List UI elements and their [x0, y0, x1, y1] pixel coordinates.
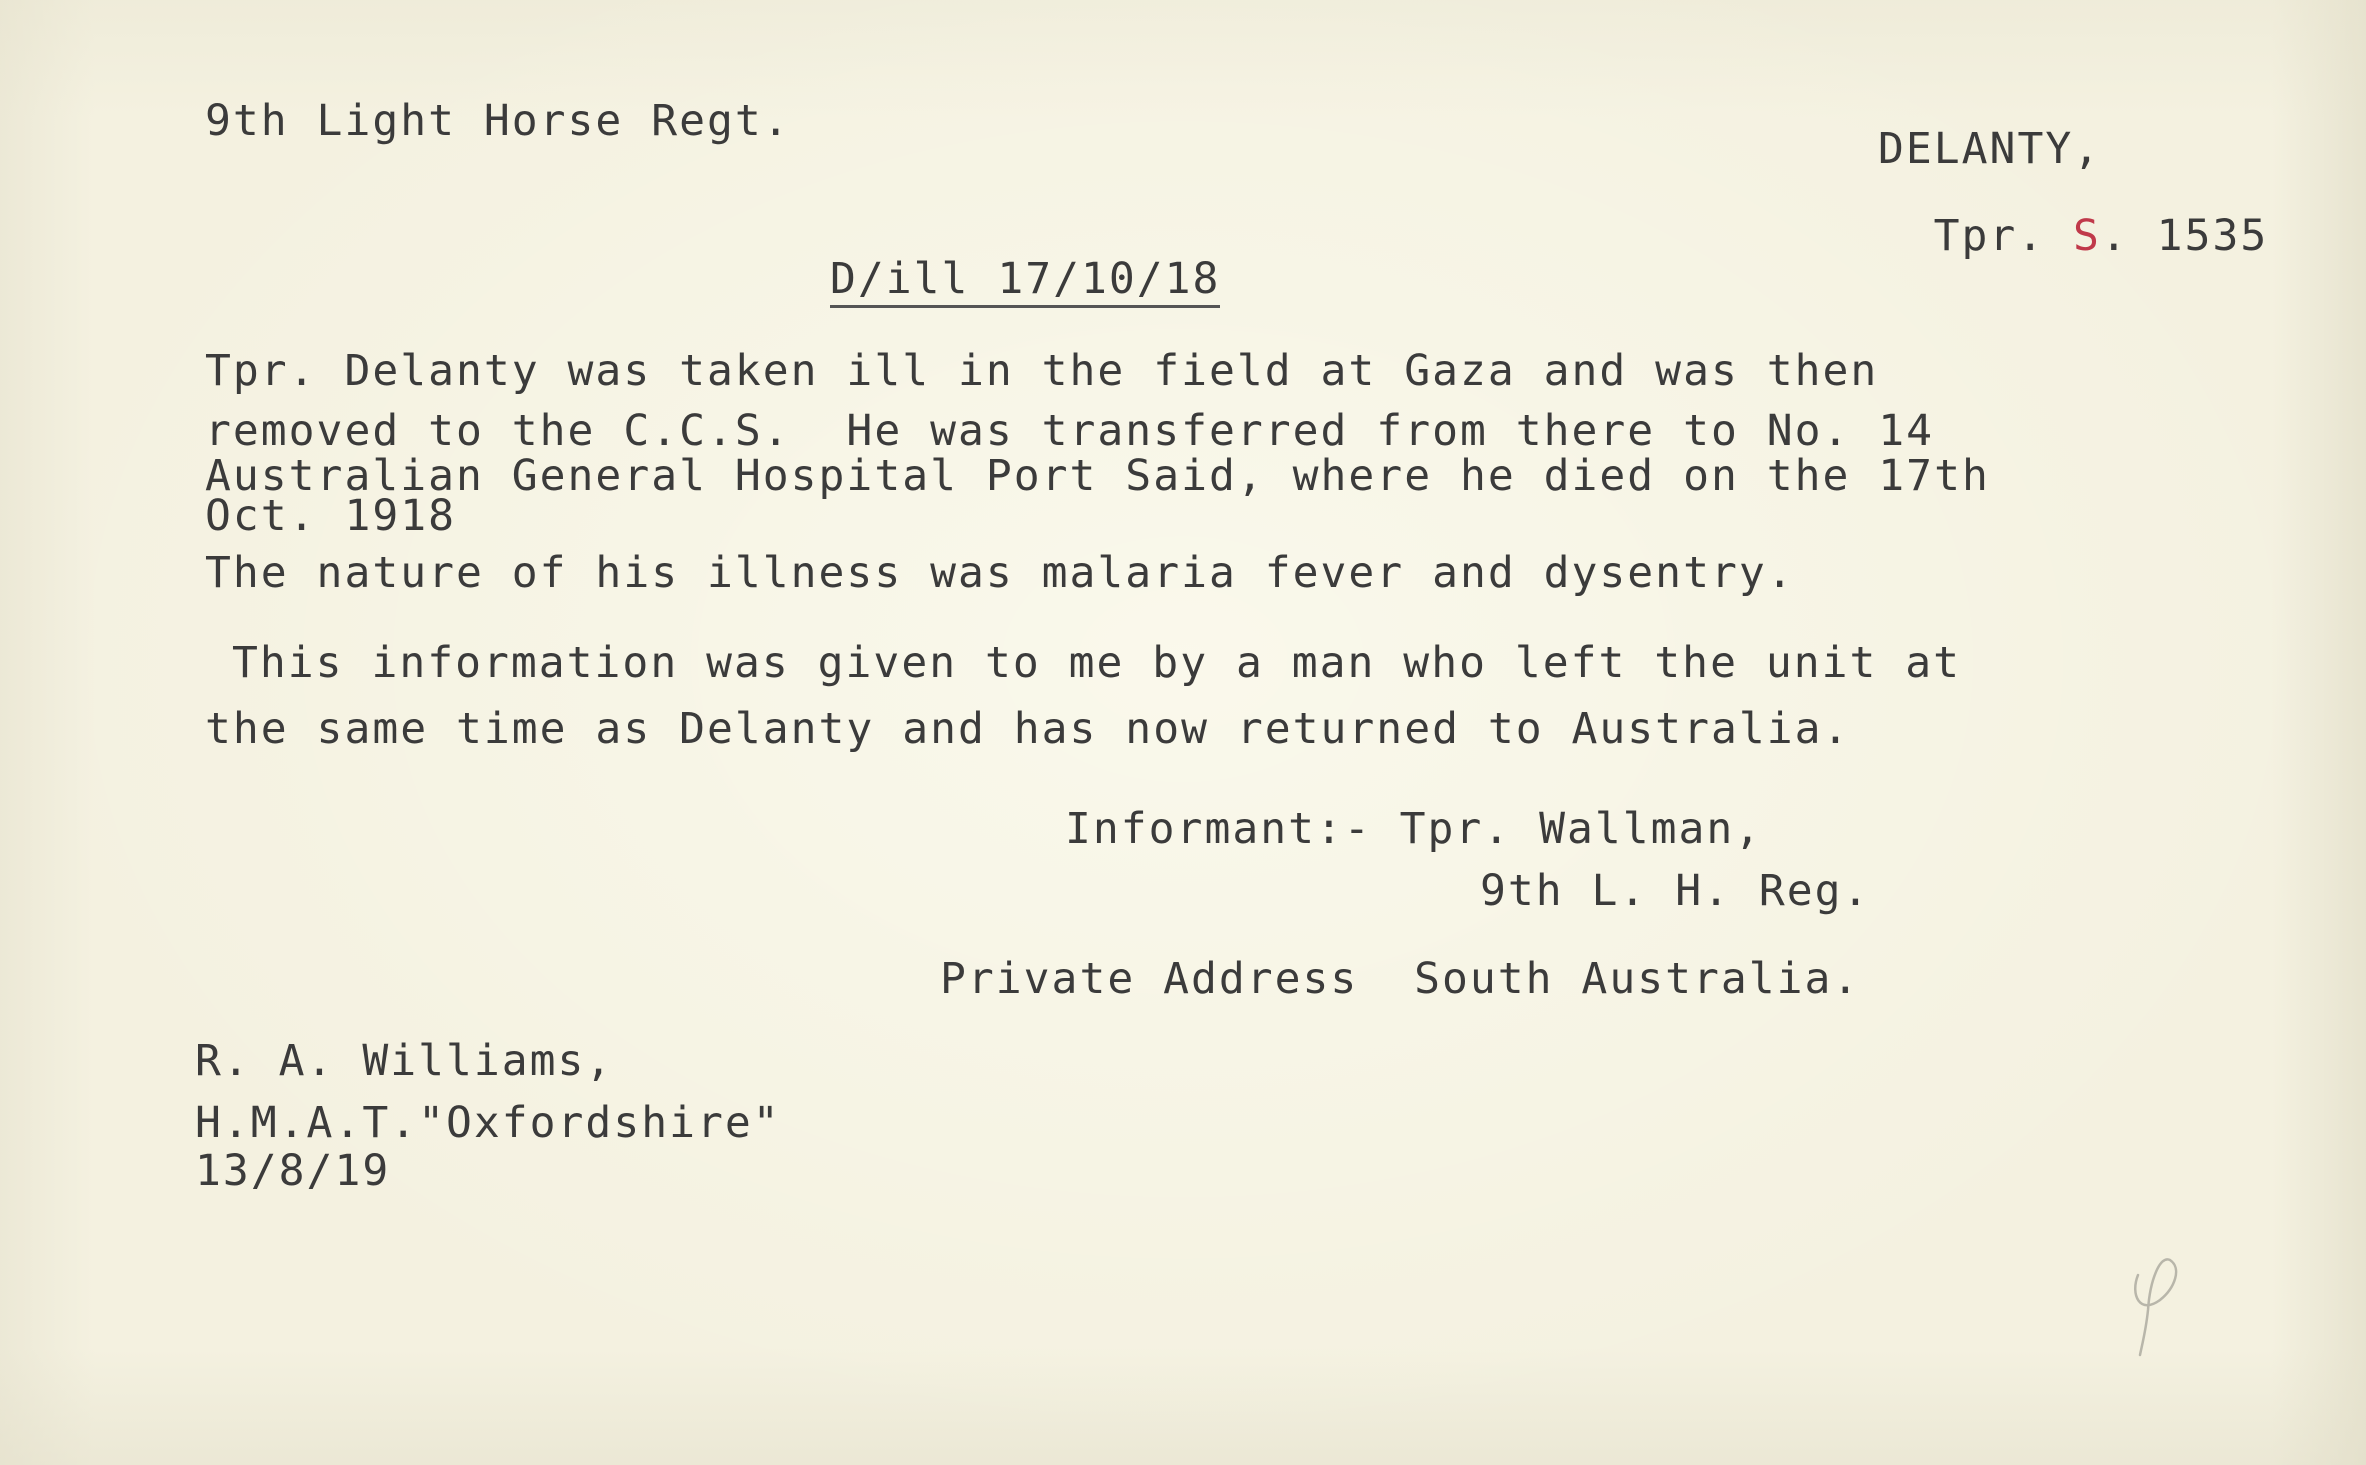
- ship-name: H.M.A.T."Oxfordshire": [195, 1098, 781, 1148]
- body-line-5: The nature of his illness was malaria fever and dysentry.: [205, 548, 1795, 598]
- signatory-name: R. A. Williams,: [195, 1036, 614, 1086]
- private-address: Private Address South Australia.: [940, 954, 1861, 1004]
- death-heading: D/ill 17/10/18: [830, 258, 1220, 308]
- number-suffix: . 1535: [2100, 211, 2269, 261]
- body-line-7: the same time as Delanty and has now returned to Australia.: [205, 704, 1851, 754]
- signature-date: 13/8/19: [195, 1146, 391, 1196]
- corrected-letter: S: [2073, 211, 2101, 261]
- rank-prefix: Tpr.: [1933, 211, 2074, 261]
- pencil-tick-mark: [2120, 1240, 2210, 1360]
- service-number: [1822, 172, 2268, 301]
- body-line-1: Tpr. Delanty was taken ill in the field at Gaza and was then: [205, 346, 1879, 396]
- body-line-6: This information was given to me by a man who left the unit at: [232, 638, 1962, 688]
- body-line-3: Australian General Hospital Port Said, where he died on the 17th: [205, 451, 1990, 501]
- informant-unit: 9th L. H. Reg.: [1480, 866, 1871, 916]
- surname: DELANTY,: [1878, 124, 2102, 174]
- informant-line: Informant:- Tpr. Wallman,: [1065, 804, 1763, 854]
- body-line-2: removed to the C.C.S. He was transferred from there to No. 14: [205, 406, 1935, 456]
- unit-heading: 9th Light Horse Regt.: [205, 96, 791, 146]
- body-line-4: Oct. 1918: [205, 491, 456, 541]
